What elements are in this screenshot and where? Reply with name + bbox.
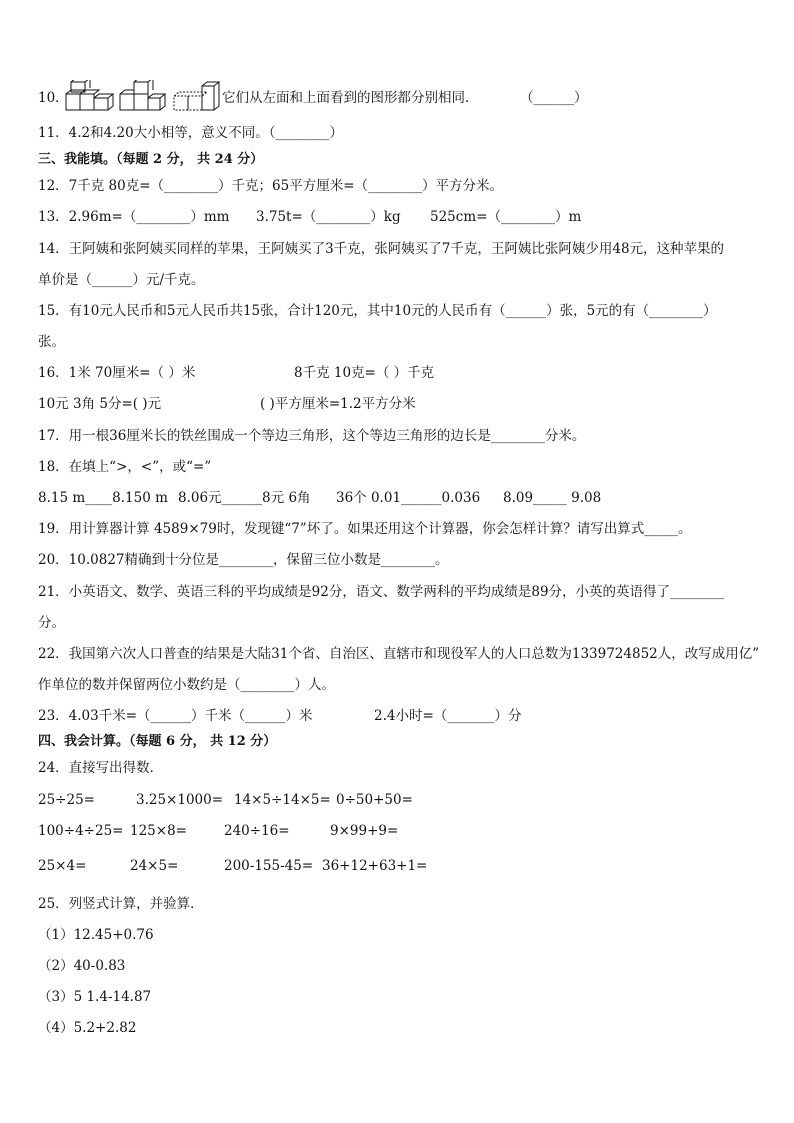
q17: 17．用一根36厘米长的铁丝围成一个等边三角形，这个等边三角形的边长是________分米。 (38, 428, 586, 444)
q16-a: 16．1米 70厘米=（ ）米 (38, 365, 196, 381)
q22-line1: 22．我国第六次人口普查的结果是大陆31个省、自治区、直辖市和现役军人的人口总数为1339724852人，改写成用亿” (38, 646, 760, 662)
q24-r2c1: 100÷4÷25= (38, 823, 124, 839)
cube-figures-image (64, 80, 224, 114)
q16-c: 10元 3角 5分=( )元 (38, 396, 162, 412)
q25-item-1: （1）12.45+0.76 (38, 927, 154, 943)
q25-title: 25．列竖式计算，并验算． (38, 896, 204, 912)
q24-r3c3: 200-155-45= (224, 858, 314, 874)
q25-item-3: （3）5 1.4-14.87 (38, 989, 152, 1005)
q18-title: 18．在填上“>，<”，或“=” (38, 459, 212, 475)
q11: 11．4.2和4.20大小相等，意义不同。（________） (38, 125, 343, 141)
q16-d: ( )平方厘米=1.2平方分米 (260, 396, 416, 412)
q18-a: 8.15 m____8.150 m (38, 490, 168, 506)
q24-r2c4: 9×99+9= (330, 823, 399, 839)
q16-b: 8千克 10克=（ ）千克 (294, 365, 435, 381)
q24-r1c2: 3.25×1000= (136, 792, 224, 808)
q23-a: 23．4.03千米=（______）千米（______）米 (38, 708, 313, 724)
q10-text: 它们从左面和上面看到的图形都分别相同． (222, 90, 479, 106)
q13-b: 3.75t=（________）kg (256, 209, 401, 225)
q14-line1: 14．王阿姨和张阿姨买同样的苹果，王阿姨买了3千克，张阿姨买了7千克，王阿姨比张阿姨少用48元，这种苹果的 (38, 241, 725, 257)
q24-title: 24．直接写出得数． (38, 760, 164, 776)
q20: 20．10.0827精确到十分位是________，保留三位小数是________。 (38, 552, 449, 568)
q21-line1: 21．小英语文、数学、英语三科的平均成绩是92分，语文、数学两科的平均成绩是89分，小英的英语得了________ (38, 584, 725, 600)
q18-c: 36个 0.01______0.036 (336, 490, 481, 506)
q25-item-4: （4）5.2+2.82 (38, 1020, 137, 1036)
q18-d: 8.09_____ 9.08 (503, 490, 602, 506)
section-3-heading: 三、我能填。（每题 2 分， 共 24 分） (38, 152, 264, 167)
q10-answer-blank: （______） (520, 90, 588, 106)
cube-figure-1 (66, 80, 113, 110)
q24-r3c4: 36+12+63+1= (322, 858, 428, 874)
q18-b: 8.06元______8元 6角 (178, 490, 311, 506)
q13-a: 13．2.96m=（________）mm (38, 209, 230, 225)
q25-item-2: （2）40-0.83 (38, 958, 126, 974)
q24-r1c3: 14×5÷14×5= (234, 792, 331, 808)
q24-r3c1: 25×4= (38, 858, 87, 874)
section-4-heading: 四、我会计算。（每题 6 分， 共 12 分） (38, 734, 277, 749)
q10-number: 10． (38, 90, 69, 106)
q19: 19．用计算器计算 4589×79时，发现键“7”坏了。如果还用这个计算器，你会怎样计算？请写出算式_____。 (38, 521, 692, 537)
cube-figure-3-solid (202, 82, 219, 110)
q14-line2: 单价是（______）元/千克。 (38, 272, 205, 288)
q15-line1: 15．有10元人民币和5元人民币共15张，合计120元，其中10元的人民币有（______）张，5元的有（________） (38, 303, 717, 319)
q15-line2: 张。 (38, 334, 65, 350)
cube-figure-2 (120, 80, 165, 110)
q24-r2c3: 240÷16= (224, 823, 290, 839)
q21-line2: 分。 (38, 615, 65, 631)
q13-c: 525cm=（________）m (430, 209, 582, 225)
q12: 12．7千克 80克=（________）千克；65平方厘米=（________）平方分米。 (38, 178, 504, 194)
q24-r2c2: 125×8= (130, 823, 187, 839)
q24-r3c2: 24×5= (130, 858, 179, 874)
q24-r1c4: 0÷50+50= (336, 792, 413, 808)
q24-r1c1: 25÷25= (38, 792, 95, 808)
q22-line2: 作单位的数并保留两位小数约是（________）人。 (38, 677, 335, 693)
q23-b: 2.4小时=（_______）分 (374, 708, 522, 724)
